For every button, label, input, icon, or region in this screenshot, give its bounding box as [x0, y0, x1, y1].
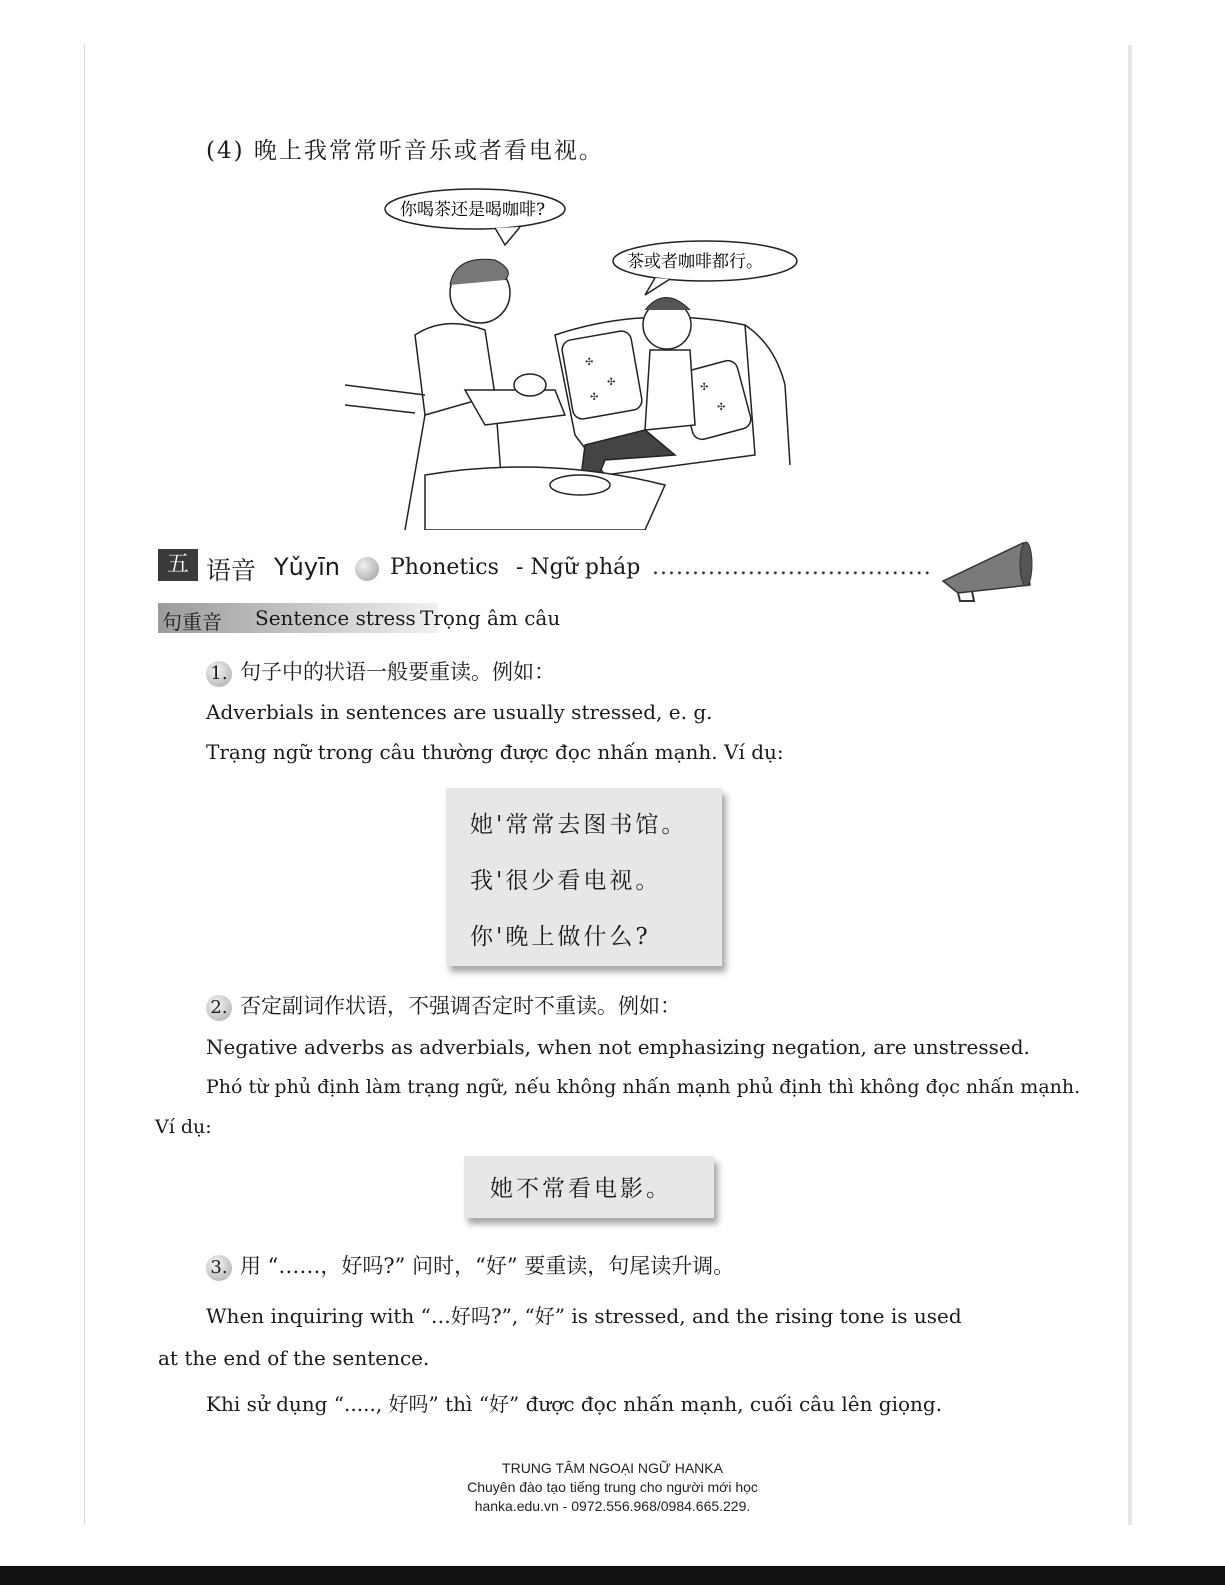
speech-bubble-left — [385, 189, 565, 245]
rule-1-cn — [206, 656, 555, 687]
rule-1-cn-text: 句子中的状语一般要重读。例如： — [240, 660, 555, 684]
scan-edge-left — [84, 45, 85, 1525]
bubble-left-text: 你喝茶还是喝咖啡? — [400, 200, 546, 220]
svg-text:✣: ✣ — [717, 402, 726, 413]
subheading-cn: 句重音 — [162, 610, 222, 634]
section-leader-dots: ................................... — [652, 555, 932, 580]
table — [425, 467, 665, 530]
bullet-icon — [355, 557, 379, 581]
rule-1-number: 1. — [206, 661, 232, 687]
rule-3-en: When inquiring with “…好吗?”, “好” is stressed, and the rising tone is used — [206, 1304, 962, 1328]
section-title-pinyin: Yǔyīn — [274, 553, 340, 581]
cushion-left — [561, 330, 644, 421]
svg-text:✣: ✣ — [590, 392, 599, 403]
rule-2-vi-cont: Ví dụ: — [155, 1116, 212, 1138]
example-1-line-3: 你'晚上做什么? — [470, 924, 651, 950]
section-header — [158, 545, 1038, 605]
example-1-line-2: 我'很少看电视。 — [470, 868, 662, 894]
woman-body — [645, 350, 695, 430]
svg-text:✣: ✣ — [585, 357, 594, 368]
subheading-en: Sentence stress — [255, 606, 416, 630]
svg-text:✣: ✣ — [700, 382, 709, 393]
rule-2-vi: Phó từ phủ định làm trạng ngữ, nếu không nhấn mạnh phủ định thì không đọc nhấn mạnh. — [206, 1076, 1081, 1098]
example-2-line-1: 她不常看电影。 — [490, 1176, 672, 1202]
svg-text:✣: ✣ — [607, 377, 616, 388]
footer-line-3: hanka.edu.vn - 0972.556.968/0984.665.229. — [474, 1498, 751, 1514]
speech-bubble-right — [613, 241, 797, 295]
section-title-cn: 语音 — [206, 556, 257, 585]
example-sentence-4: (4) 晚上我常常听音乐或者看电视。 — [206, 138, 604, 164]
fruit-bowl — [550, 475, 610, 495]
rule-2-cn — [206, 990, 681, 1021]
bubble-right-text: 茶或者咖啡都行。 — [627, 252, 763, 272]
rule-3-cn-text: 用 “……，好吗?” 问时，“好” 要重读，句尾读升调。 — [240, 1254, 735, 1278]
section-number: 五 — [158, 549, 198, 581]
rule-2-cn-text: 否定副词作状语，不强调否定时不重读。例如： — [240, 994, 681, 1018]
subheading-vi: Trọng âm câu — [420, 606, 561, 630]
tray — [465, 390, 565, 425]
example-1-line-1: 她'常常去图书馆。 — [470, 812, 688, 838]
rule-3-vi: Khi sử dụng “....., 好吗” thì “好” được đọc nhấn mạnh, cuối câu lên giọng. — [206, 1392, 943, 1416]
footer-line-2: Chuyên đào tạo tiếng trung cho người mới học — [467, 1479, 758, 1495]
teapot — [514, 374, 546, 396]
section-title-en: Phonetics — [390, 555, 499, 580]
rule-1-vi: Trạng ngữ trong câu thường được đọc nhấn mạnh. Ví dụ: — [206, 740, 784, 764]
rule-2-number: 2. — [206, 995, 232, 1021]
section-title-vi: - Ngữ pháp — [516, 555, 641, 580]
rule-1-en: Adverbials in sentences are usually stressed, e. g. — [206, 700, 713, 724]
cartoon-illustration — [345, 185, 805, 530]
scan-edge-right — [1128, 45, 1132, 1525]
rule-3-cn — [206, 1250, 734, 1281]
footer-line-1: TRUNG TÂM NGOẠI NGỮ HANKA — [502, 1460, 723, 1476]
scan-bottom-border — [0, 1566, 1225, 1585]
rule-2-en: Negative adverbs as adverbials, when not emphasizing negation, are unstressed. — [206, 1035, 1030, 1059]
rule-3-number: 3. — [206, 1255, 232, 1281]
rule-3-en-cont: at the end of the sentence. — [158, 1346, 430, 1370]
megaphone-icon — [938, 539, 1038, 605]
